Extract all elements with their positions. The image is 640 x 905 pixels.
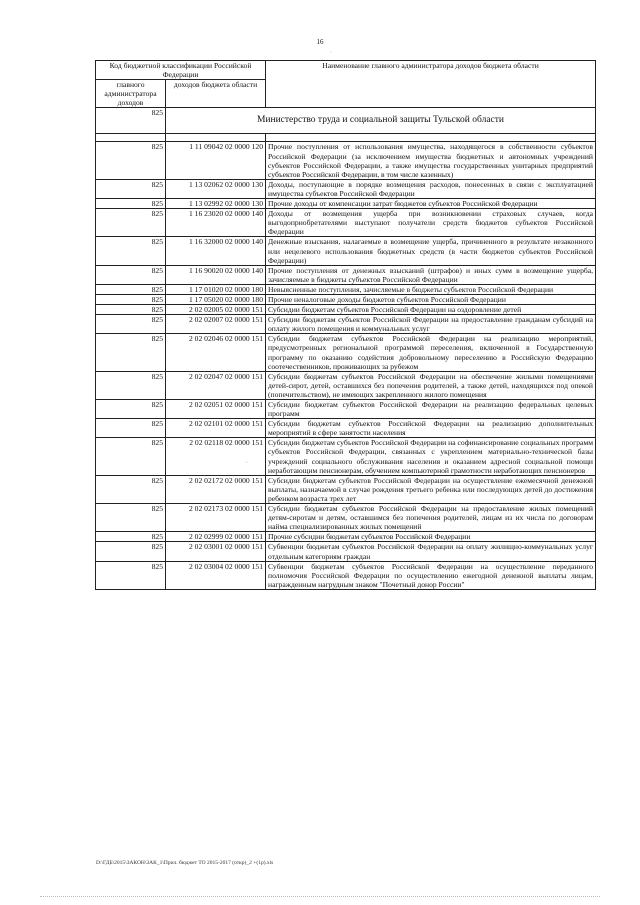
page-number: 16 [316, 38, 324, 46]
revenue-code: 1 16 32000 02 0000 140 [166, 237, 266, 265]
admin-code: 825 [96, 294, 166, 304]
revenue-name: Субсидии бюджетам субъектов Российской Федерации на предоставление гражданам субсидий на оплату жилого помещения и коммунальных услуг [266, 315, 596, 334]
revenue-name: Субсидии бюджетам субъектов Российской Федерации на реализацию мероприятий, предусмотренных региональной программой переселения, включенной в Государственную программу по оказанию содействия добровольному переселению в Российскую Федерацию соотечественников, проживающих за рубежом [266, 334, 596, 371]
table-row [96, 400, 596, 419]
table-row [96, 179, 596, 198]
table-row [96, 315, 596, 334]
admin-code: 825 [96, 371, 166, 399]
admin-code: 825 [96, 532, 166, 542]
revenue-name: Прочие доходы от компенсации затрат бюджетов субъектов Российской Федерации [266, 199, 596, 209]
revenue-code: 1 13 02992 02 0000 130 [166, 199, 266, 209]
revenue-code: 2 02 02051 02 0000 151 [166, 400, 266, 419]
revenue-code: 1 16 23020 02 0000 140 [166, 209, 266, 237]
table-row [96, 284, 596, 294]
revenue-code: 2 02 02047 02 0000 151 [166, 371, 266, 399]
revenue-name: Субсидии бюджетам субъектов Российской Федерации на реализацию федеральных целевых программ [266, 400, 596, 419]
revenue-code: 2 02 02999 02 0000 151 [166, 532, 266, 542]
revenue-code: 1 11 09042 02 0000 120 [166, 142, 266, 179]
admin-code: 825 [96, 419, 166, 438]
revenue-name: Денежные взыскания, налагаемые в возмещение ущерба, причиненного в результате незаконного или нецелевого использования бюджетных средств (в части бюджетов субъектов Российской Федерации) [266, 237, 596, 265]
table-row [96, 237, 596, 265]
table-row [96, 419, 596, 438]
revenue-name: Прочие субсидии бюджетам субъектов Российской Федерации [266, 532, 596, 542]
table-row [96, 532, 596, 542]
table-row [96, 438, 596, 475]
header-name: Наименование главного администратора доходов бюджета области [266, 61, 596, 108]
revenue-code: 2 02 03001 02 0000 151 [166, 542, 266, 561]
scan-mark: · [330, 50, 332, 56]
table-row [96, 265, 596, 284]
revenue-name: Субсидии бюджетам субъектов Российской Федерации на обеспечение жилыми помещениями детей-сирот, детей, оставшихся без попечения родителей, а также детей, находящихся под опекой (попечительством), не имеющих закрепленного жилого помещения [266, 371, 596, 399]
admin-code: 825 [96, 265, 166, 284]
admin-code: 825 [96, 542, 166, 561]
table-row [96, 334, 596, 371]
admin-code: 825 [96, 400, 166, 419]
scan-mark: · [246, 460, 248, 466]
table-row [96, 142, 596, 179]
table-row [96, 199, 596, 209]
revenue-name: Прочие поступления от денежных взысканий (штрафов) и иных сумм в возмещение ущерба, зачисляемые в бюджеты субъектов Российской Федерации [266, 265, 596, 284]
revenue-code: 1 16 90020 02 0000 140 [166, 265, 266, 284]
revenue-code: 2 02 02007 02 0000 151 [166, 315, 266, 334]
table-row [96, 305, 596, 315]
revenue-code: 2 02 02046 02 0000 151 [166, 334, 266, 371]
header-revenue: доходов бюджета области [166, 80, 266, 108]
admin-code: 825 [96, 561, 166, 589]
revenue-name: Доходы от возмещения ущерба при возникновении страховых случаев, когда выгодоприобретателями выступают получатели средств бюджетов субъектов Российской Федерации [266, 209, 596, 237]
revenue-name: Прочие поступления от использования имущества, находящегося в собственности субъектов Российской Федерации (за исключением имущества бюджетных и автономных учреждений субъектов Российской Федерации, а также имущества государственных унитарных предприятий субъектов Российской Федерации, в том числе казенных) [266, 142, 596, 179]
revenue-code: 1 17 05020 02 0000 180 [166, 294, 266, 304]
admin-code: 825 [96, 179, 166, 198]
header-admin: главного администратора доходов [96, 80, 166, 108]
admin-code: 825 [96, 199, 166, 209]
admin-code: 825 [96, 334, 166, 371]
spacer-row [96, 134, 596, 142]
revenue-name: Субсидии бюджетам субъектов Российской Федерации на осуществление ежемесячной денежной выплаты, назначаемой в случае рождения третьего ребенка или последующих детей до достижения ребенком возраста трех лет [266, 475, 596, 503]
table-row [96, 294, 596, 304]
admin-code: 825 [96, 305, 166, 315]
footer-file-path: D:\ГДБ\2015\ЗАКОН\ЗАК_1\Прил. бюджет ТО 2015-2017 (откр)_2 +(1р).xls [96, 860, 274, 866]
revenue-code: 1 17 01020 02 0000 180 [166, 284, 266, 294]
revenue-code: 2 02 02005 02 0000 151 [166, 305, 266, 315]
revenue-code: 2 02 03004 02 0000 151 [166, 561, 266, 589]
revenue-code: 1 13 02062 02 0000 130 [166, 179, 266, 198]
admin-code: 825 [96, 209, 166, 237]
table-row [96, 504, 596, 532]
table-row [96, 561, 596, 589]
revenue-code: 2 02 02173 02 0000 151 [166, 504, 266, 532]
ministry-admin-code: 825 [96, 108, 166, 134]
ministry-name: Министерство труда и социальной защиты Тульской области [166, 108, 596, 134]
admin-code: 825 [96, 315, 166, 334]
admin-code: 825 [96, 237, 166, 265]
admin-code: 825 [96, 284, 166, 294]
revenue-name: Субсидии бюджетам субъектов Российской Федерации на оздоровление детей [266, 305, 596, 315]
revenue-code: 2 02 02101 02 0000 151 [166, 419, 266, 438]
revenue-name: Субсидии бюджетам субъектов Российской Федерации на софинансирование социальных программ субъектов Российской Федерации, связанных с укреплением материально-технической базы учреждений социального обслуживания населения и оказанием адресной социальной помощи неработающим пенсионерам, обучением компьютерной грамотности неработающих пенсионеров [266, 438, 596, 475]
table-row [96, 209, 596, 237]
revenue-name: Прочие неналоговые доходы бюджетов субъектов Российской Федерации [266, 294, 596, 304]
header-code-group: Код бюджетной классификации Российской Федерации [96, 61, 266, 80]
revenue-name: Субсидии бюджетам субъектов Российской Федерации на предоставление жилых помещений детям-сиротам и детям, оставшимся без попечения родителей, лицам из их числа по договорам найма специализированных жилых помещений [266, 504, 596, 532]
revenue-code: 2 02 02118 02 0000 151 [166, 438, 266, 475]
table-row [96, 475, 596, 503]
admin-code: 825 [96, 142, 166, 179]
table-row [96, 371, 596, 399]
table-row [96, 542, 596, 561]
revenue-name: Субвенции бюджетам субъектов Российской Федерации на оплату жилищно-коммунальных услуг отдельным категориям граждан [266, 542, 596, 561]
revenue-code: 2 02 02172 02 0000 151 [166, 475, 266, 503]
admin-code: 825 [96, 475, 166, 503]
ministry-row [96, 108, 596, 134]
revenue-table [95, 60, 596, 590]
admin-code: 825 [96, 438, 166, 475]
revenue-name: Субсидии бюджетам субъектов Российской Федерации на реализацию дополнительных мероприятий в сфере занятости населения [266, 419, 596, 438]
revenue-name: Доходы, поступающие в порядке возмещения расходов, понесенных в связи с эксплуатацией имущества субъектов Российской Федерации [266, 179, 596, 198]
admin-code: 825 [96, 504, 166, 532]
revenue-name: Субвенции бюджетам субъектов Российской Федерации на осуществление переданного полномочия Российской Федерации по осуществлению ежегодной денежной выплаты лицам, награжденным нагрудным знаком "Почетный донор России" [266, 561, 596, 589]
scan-edge-line [40, 896, 600, 897]
revenue-name: Невыясненные поступления, зачисляемые в бюджеты субъектов Российской Федерации [266, 284, 596, 294]
